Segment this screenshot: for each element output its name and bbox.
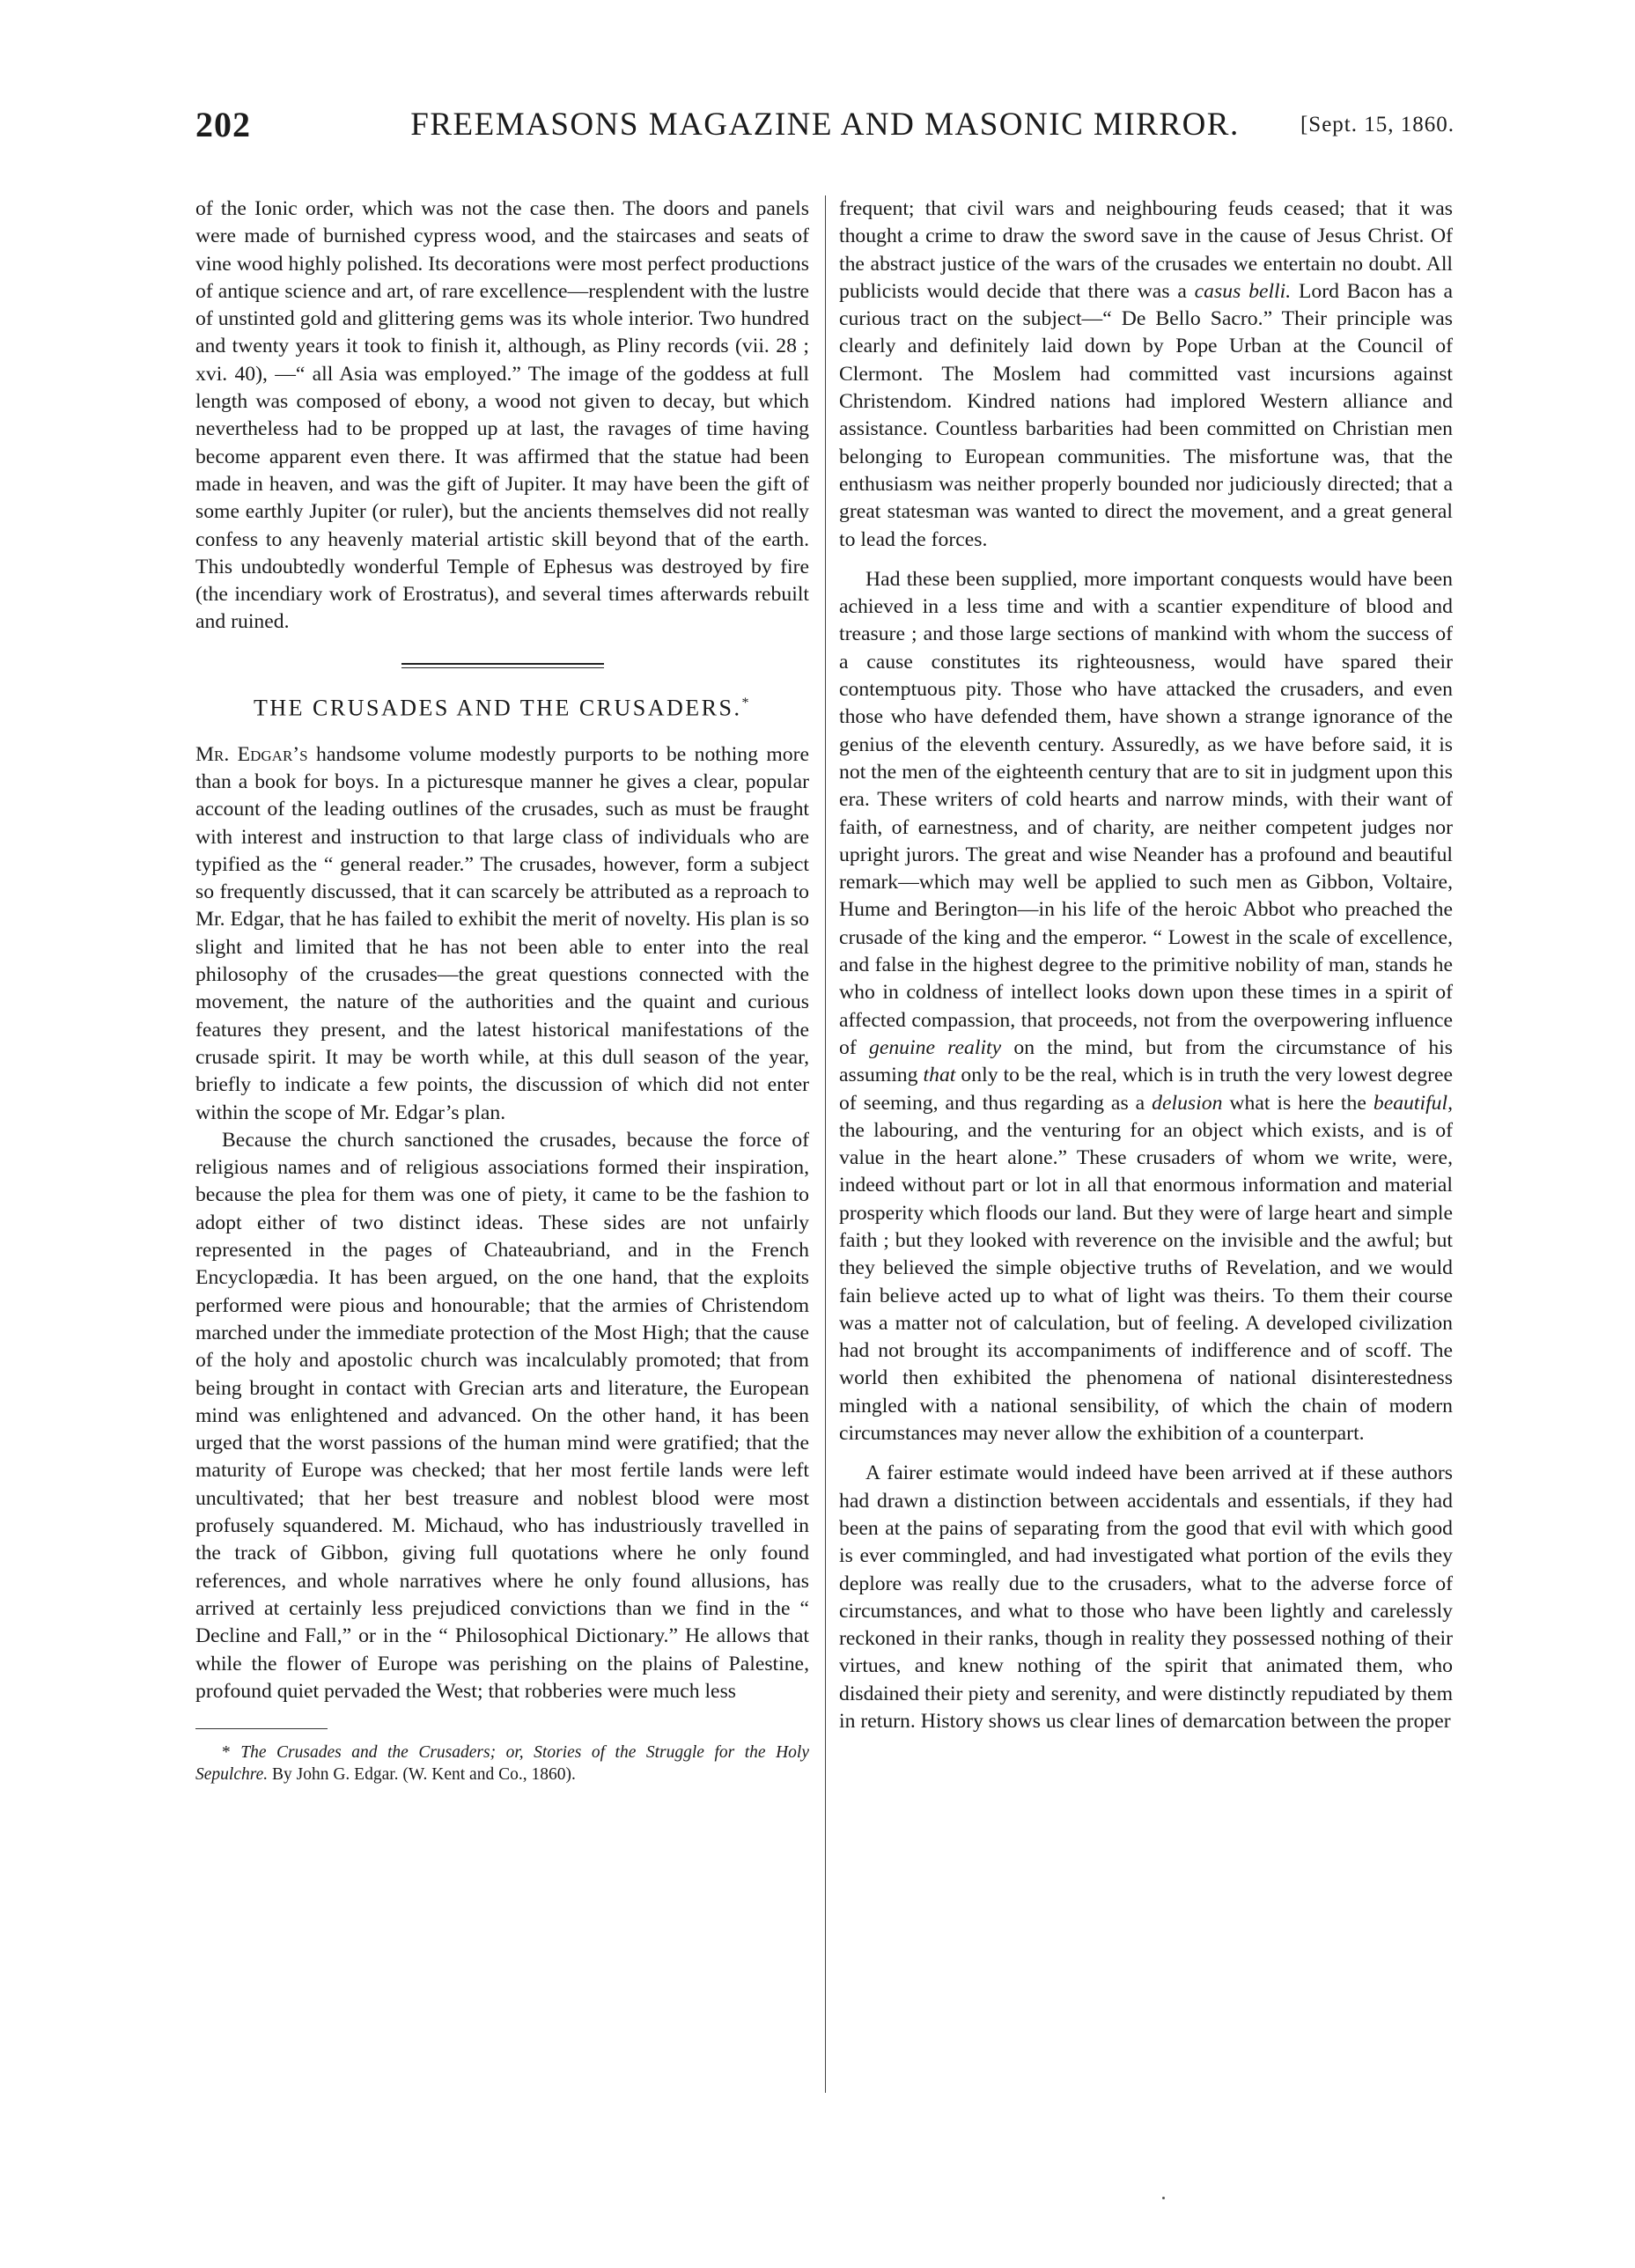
left-column bbox=[195, 195, 809, 1786]
text-run: what is here the bbox=[1222, 1091, 1374, 1115]
author-name: Mr. Edgar’s bbox=[195, 742, 308, 766]
magazine-title: FREEMASONS MAGAZINE AND MASONIC MIRROR. bbox=[410, 107, 1240, 143]
text-run: the labouring, and the venturing for an object which exists, and is of value in the heart alone.” These crusaders of whom we write, were, indeed without part or lot in all that enormous information and material prosperity which floods our land. But they were of large heart and simple faith ; but they looked with reverence on the invisible and the awful; but they believed the simple objective truths of Revelation, and we would fain believe acted up to what of light was theirs. To them their course was a matter not of calculation, but of feeling. A developed civilization had not brought its accompaniments of indifference and of scoff. The world then exhibited the phenomena of national disinterestedness mingled with a national sensibility, of which the chain of modern circumstances may never allow the exhibition of a counterpart. bbox=[839, 1118, 1453, 1446]
section-separator bbox=[401, 663, 604, 668]
temple-paragraph: of the Ionic order, which was not the case then. The doors and panels were made of burnished cypress wood, and the staircases and seats of vine wood highly polished. Its decorations were most perfect productions of antique science and art, of rare excellence—resplendent with the lustre of unstinted gold and glittering gems was its whole interior. Two hundred and twenty years it took to finish it, although, as Pliny records (vii. 28 ; xvi. 40), —“ all Asia was employed.” The image of the goddess at full length was composed of ebony, a wood not given to decay, but which nevertheless had to be propped up at last, the ravages of time having become apparent even there. It was affirmed that the statue had been made in heaven, and was the gift of Jupiter. It may have been the gift of some earthly Jupiter (or ruler), but the ancients themselves did not really confess to any heavenly material artistic skill beyond that of the earth. This undoubtedly wonderful Temple of Ephesus was destroyed by fire (the incendiary work of Erostratus), and several times afterwards rebuilt and ruined. bbox=[195, 197, 809, 634]
text-run: Had these been supplied, more important conquests would have been achieved in a less time and with a scantier expenditure of blood and treasure ; and those large sections of mankind with whom the success of a cause constitutes its righteousness, would have spared their contemptuous pity. Those who have attacked the crusaders, and even those who have defended them, have shown a strange ignorance of the genius of the eleventh century. Assuredly, as we have before said, it is not the men of the eighteenth century that are to sit in judgment upon this era. These writers of cold hearts and narrow minds, with their want of faith, of earnestness, and of charity, are neither competent judges nor upright jurors. The great and wise Neander has a profound and beautiful remark—which may well be applied to such men as Gibbon, Voltaire, Hume and Berington—in his life of the heroic Abbot who preached the crusade of the king and the emperor. “ Lowest in the scale of excellence, and false in the highest degree to the primitive nobility of man, stands he who in coldness of intellect looks down upon these times in a spirit of affected compassion, that proceeds, not from the overpowering influence of bbox=[839, 567, 1453, 1059]
footnote-book-title: The Crusades and the Crusaders; or, Stories of the Struggle for the Holy Sepulchre. bbox=[195, 1743, 809, 1785]
italic-phrase: delusion bbox=[1152, 1091, 1223, 1115]
section-title-footnote-mark: * bbox=[741, 695, 751, 711]
article-paragraph-1 bbox=[195, 741, 809, 1127]
page-number: 202 bbox=[195, 105, 251, 144]
column-divider bbox=[825, 195, 826, 2093]
italic-phrase: beautiful, bbox=[1373, 1091, 1453, 1115]
issue-date: [Sept. 15, 1860. bbox=[1300, 113, 1455, 136]
article-paragraph-1-text: handsome volume modestly purports to be nothing more than a book for boys. In a picturesque manner he gives a clear, popular account of the leading outlines of the crusades, such as must be fraught with interest and instruction to that large class of individuals who are typified as the “ general reader.” The crusades, however, form a subject so frequently discussed, that it can scarcely be attributed as a reproach to Mr. Edgar, that he has failed to exhibit the merit of novelty. His plan is so slight and limited that he has not been able to enter into the real philosophy of the crusades—the great questions connected with the movement, the nature of the authorities and the quaint and curious features they present, and the latest historical manifestations of the crusade spirit. It may be worth while, at this dull season of the year, briefly to indicate a few points, the discussion of which did not enter within the scope of Mr. Edgar’s plan. bbox=[195, 742, 809, 1124]
footnote-text: By John G. Edgar. (W. Kent and Co., 1860). bbox=[268, 1765, 576, 1785]
footnote bbox=[195, 1742, 809, 1786]
print-speck bbox=[1162, 2197, 1165, 2199]
italic-phrase: casus belli. bbox=[1194, 279, 1292, 303]
footnote-rule bbox=[195, 1728, 328, 1729]
text-run: only to be the real, which is in truth the very lowest degree of seeming, and thus regarding as a bbox=[839, 1064, 1453, 1115]
article-paragraph-5: A fairer estimate would indeed have been arrived at if these authors had drawn a distinction between accidentals and essentials, if they had been at the pains of separating from the good that evil with which good is ever commingled, and had investigated what portion of the evils they deplore was really due to the crusaders, what to the adverse force of circumstances, and what to those who have been lightly and carelessly reckoned in their ranks, though in reality they possessed nothing of their virtues, and knew nothing of the spirit that animated them, who disdained their piety and serenity, and were distinctly repudiated by them in return. History shows us clear lines of demarcation between the proper bbox=[839, 1462, 1453, 1734]
page-header bbox=[195, 104, 1455, 157]
section-title bbox=[195, 689, 809, 722]
text-run: on the mind, but from the circumstance of his assuming bbox=[839, 1035, 1454, 1087]
article-paragraph-2: Because the church sanctioned the crusades, because the force of religious names and of religious associations formed their inspiration, because the plea for them was one of piety, it came to be the fashion to adopt either of two distinct ideas. These sides are not unfairly represented in the pages of Chateaubriand, and in the French Encyclopædia. It has been argued, on the one hand, that the exploits performed were pious and honourable; that the armies of Christendom marched under the immediate protection of the Most High; that the cause of the holy and apostolic church was incalculably promoted; that from being brought in contact with Grecian arts and literature, the European mind was enlightened and advanced. On the other hand, it has been urged that the worst passions of the human mind were gratified; that the maturity of Europe was checked; that her most fertile lands were left uncultivated; that her best treasure and noblest blood were most profusely squandered. M. Michaud, who has industriously travelled in the track of Gibbon, giving full quotations where he only found references, and whole narratives where he only found allusions, has arrived at certainly less prejudiced convictions than we find in the “ Decline and Fall,” or in the “ Philosophical Dictionary.” He allows that while the flower of Europe was perishing on the plains of Palestine, profound quiet pervaded the West; that robberies were much less bbox=[195, 1128, 809, 1703]
text-run: frequent; that civil wars and neighbouring feuds ceased; that it was thought a crime to draw the sword save in the cause of Jesus Christ. Of the abstract justice of the wars of the crusades we entertain no doubt. All publicists would decide that there was a bbox=[839, 197, 1453, 303]
section-title-text: THE CRUSADES AND THE CRUSADERS. bbox=[254, 695, 742, 721]
text-run: Lord Bacon has a curious tract on the subject—“ De Bello Sacro.” Their principle was clearly and definitely laid down by Pope Urban at the Council of Clermont. The Moslem had committed vast incursions against Christendom. Kindred nations had implored Western alliance and assistance. Countless barbarities had been committed on Christian men belonging to European communities. The misfortune was, that the enthusiasm was neither properly bounded nor judiciously directed; that a great statesman was wanted to direct the movement, and a great general to lead the forces. bbox=[839, 279, 1453, 551]
footnote-mark: * bbox=[222, 1743, 231, 1763]
italic-phrase: that bbox=[923, 1064, 956, 1087]
article-paragraph-4 bbox=[839, 566, 1453, 1448]
right-column bbox=[839, 195, 1453, 1735]
article-paragraph-3 bbox=[839, 195, 1453, 554]
italic-phrase: genuine reality bbox=[868, 1035, 1002, 1059]
